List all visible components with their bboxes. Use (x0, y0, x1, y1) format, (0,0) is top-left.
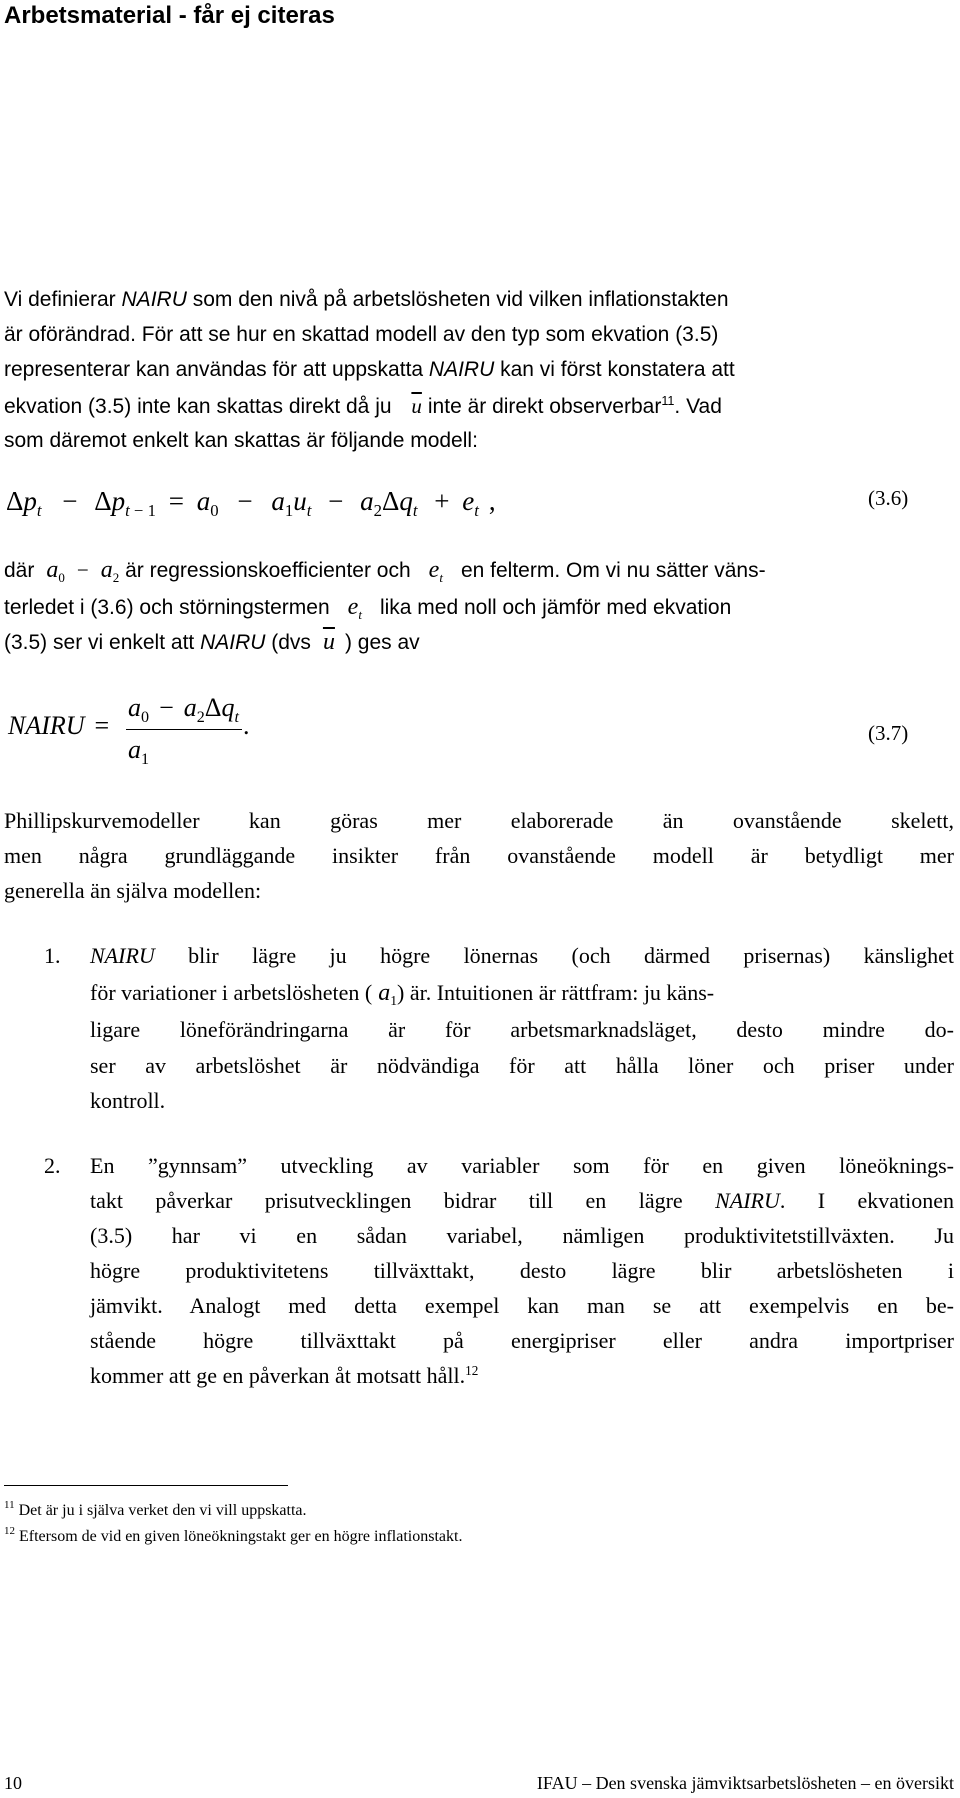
equation-3-6: $\Delta p_t - \Delta p_t$ $_{- 1} = a_0 - a_1u_t - a_2\Delta q_t + e_t$ , (6, 486, 496, 520)
fraction-bar (126, 729, 242, 730)
item2-line2: takt påverkar prisutvecklingen bidrar till en lägre NAIRU. I ekvationen (90, 1188, 954, 1213)
item1-line1: NAIRU blir lägre ju högre lönernas (och därmed prisernas) känslighet (90, 943, 954, 968)
item1-line2: för variationer i arbetslösheten ( $a_1$) är. Intuitionen är rättfram: ju käns- (90, 980, 715, 1008)
footnote-12: $^{12}$ Eftersom de vid en given löneökningstakt ger en högre inflationstakt. (4, 1525, 463, 1545)
para2-line2: terledet i (3.6) och störningstermen $e_t$ lika med noll och jämför med ekvation (4, 594, 732, 622)
item2-line1: En ”gynnsam” utveckling av variabler som för en given löneöknings- (90, 1153, 954, 1178)
item2-line7: kommer att ge en påverkan åt motsatt håll.$^{12}$ (90, 1363, 479, 1388)
equation-3-7-denominator: $a_1$ (128, 735, 150, 768)
para2-line3: (3.5) ser vi enkelt att NAIRU (dvs $\overline{u}$ ) ges av (4, 629, 420, 655)
para1-line3: representerar kan användas för att uppskatta NAIRU kan vi först konstatera att (4, 358, 735, 381)
para1-line2: är oförändrad. För att se hur en skattad modell av den typ som ekvation (3.5) (4, 323, 719, 346)
item2-line3: (3.5) har vi en sådan variabel, nämligen produktivitetstillväxten. Ju (90, 1223, 954, 1248)
para3-line3: generella än själva modellen: (4, 878, 262, 903)
equation-3-7-numerator: $a_0 - a_2\Delta q_t$ (128, 693, 240, 726)
footer-publication-title: IFAU – Den svenska jämviktsarbetslösheten – en översikt (536, 1773, 954, 1793)
equation-3-6-number: (3.6) (868, 486, 909, 510)
para3-line2: men några grundläggande insikter från ovanstående modell är betydligt mer (4, 843, 954, 868)
para2-line1: där $a_0 - a_2$ är regressionskoefficienter och $e_t$ en felterm. Om vi nu sätter väns- (4, 557, 766, 585)
item2-number: 2. (44, 1153, 61, 1178)
para1-line1: Vi definierar NAIRU som den nivå på arbetslösheten vid vilken inflationstakten (4, 288, 729, 311)
equation-3-7-lhs: NAIRU = (8, 711, 110, 740)
para1-line5: som däremot enkelt kan skattas är följande modell: (4, 429, 478, 452)
item1-line4: ser av arbetslöshet är nödvändiga för att hålla löner och priser under (90, 1053, 954, 1078)
item2-line4: högre produktivitetens tillväxttakt, desto lägre blir arbetslösheten i (90, 1258, 954, 1283)
para1-line4: ekvation (3.5) inte kan skattas direkt då ju $\overline{u}$ inte är direkt observerbar$^{11}$. Vad (4, 394, 722, 418)
para3-line1: Phillipskurvemodeller kan göras mer elaborerade än ovanstående skelett, (4, 808, 954, 833)
footnote-11: $^{11}$ Det är ju i själva verket den vi vill uppskatta. (4, 1499, 307, 1519)
page-header-title: Arbetsmaterial - får ej citeras (4, 2, 335, 29)
item1-line5: kontroll. (90, 1088, 166, 1113)
item2-line6: stående högre tillväxttakt på energipriser eller andra importpriser (90, 1328, 954, 1353)
equation-3-7-number: (3.7) (868, 721, 909, 745)
footnote-separator (4, 1485, 288, 1486)
equation-3-7-period: . (243, 711, 250, 740)
item1-number: 1. (44, 943, 61, 968)
item1-line3: ligare löneförändringarna är för arbetsmarknadsläget, desto mindre do- (90, 1017, 954, 1042)
item2-line5: jämvikt. Analogt med detta exempel kan man se att exempelvis en be- (90, 1293, 954, 1318)
page-number: 10 (4, 1773, 22, 1793)
